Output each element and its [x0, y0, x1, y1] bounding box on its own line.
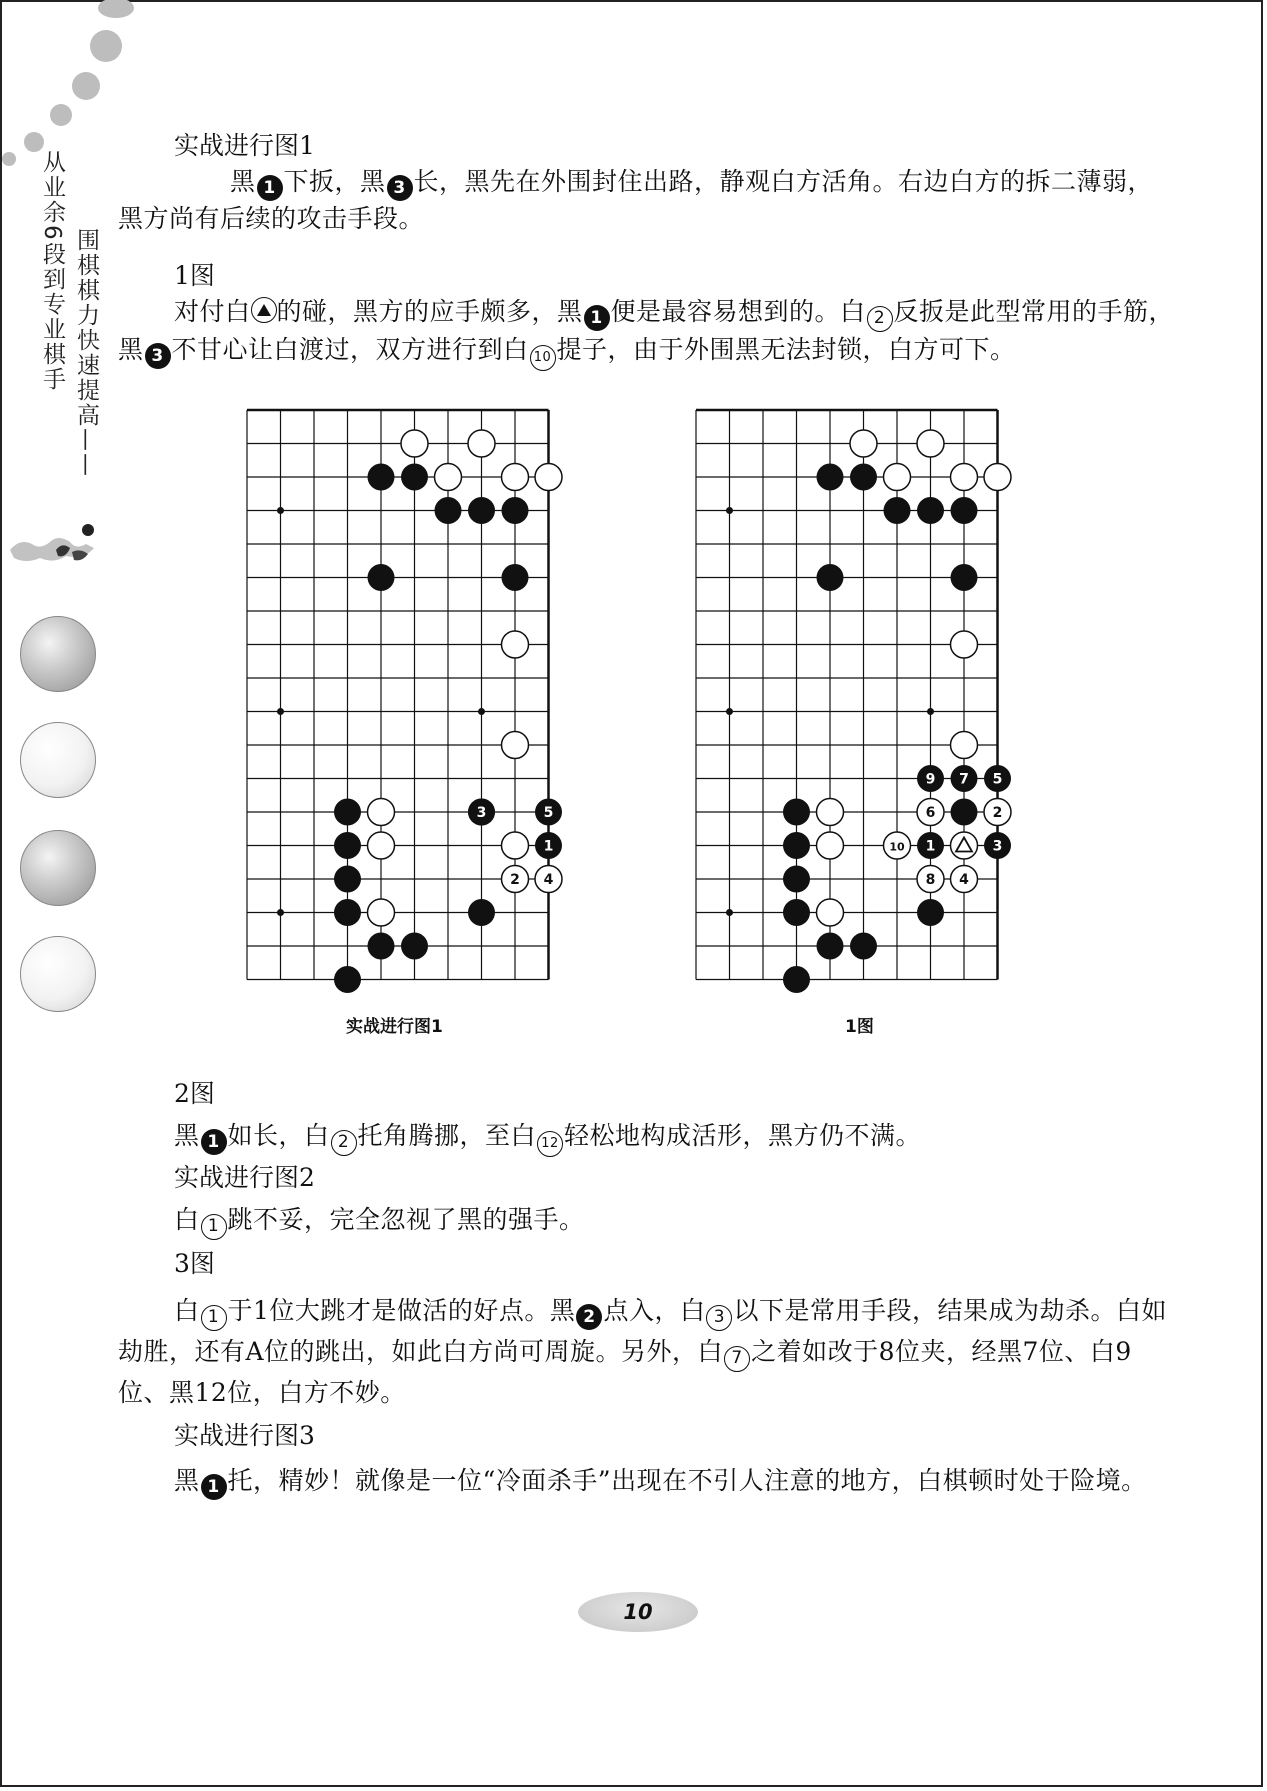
decor-dot — [24, 132, 44, 152]
text: 下扳，黑 — [283, 167, 386, 196]
move-number: 7 — [959, 771, 969, 788]
white-move-marker: 2 — [331, 1130, 357, 1156]
paragraph — [118, 1460, 1178, 1501]
black-stone — [783, 832, 810, 859]
white-stone — [435, 464, 462, 491]
star-point — [277, 909, 284, 916]
text: 提子，由于外围黑无法封锁，白方可下。 — [556, 335, 1016, 364]
text: 不甘心让白渡过，双方进行到白 — [171, 335, 529, 364]
white-move-marker: 1 — [201, 1305, 227, 1331]
decor-dot — [72, 72, 100, 100]
go-diagram-2 — [694, 408, 1034, 998]
text: 白 — [174, 1205, 200, 1234]
decor-dot — [90, 30, 122, 62]
black-stone — [502, 564, 529, 591]
black-stone — [783, 866, 810, 893]
book-title: 从业余6段到专业棋手 — [39, 150, 65, 392]
paragraph — [118, 1202, 1178, 1240]
text: 点入，白 — [603, 1296, 706, 1325]
text: 黑 — [174, 1121, 200, 1150]
decor-stone-white — [20, 722, 96, 798]
black-stone — [850, 933, 877, 960]
white-stone — [951, 631, 978, 658]
white-stone — [502, 464, 529, 491]
move-number: 9 — [925, 771, 936, 788]
white-move-marker: 7 — [724, 1346, 750, 1372]
star-point — [726, 708, 733, 715]
black-stone — [435, 497, 462, 524]
black-stone — [334, 799, 361, 826]
star-point — [478, 708, 485, 715]
black-move-marker: 1 — [257, 175, 283, 201]
black-stone — [368, 464, 395, 491]
move-number: 1 — [925, 838, 936, 855]
black-stone — [817, 933, 844, 960]
move-number: 10 — [889, 840, 905, 854]
star-point — [726, 507, 733, 514]
white-move-marker: 12 — [537, 1131, 563, 1157]
diagram-caption: 实战进行图1 — [346, 1017, 443, 1037]
triangle-marker-icon — [251, 297, 277, 323]
white-stone — [368, 832, 395, 859]
star-point — [277, 507, 284, 514]
black-stone — [917, 497, 944, 524]
black-stone — [334, 866, 361, 893]
text: 跳不妥，完全忽视了黑的强手。 — [227, 1205, 585, 1234]
section-heading: 实战进行图1 — [174, 131, 315, 160]
move-number: 4 — [959, 872, 969, 888]
white-stone — [502, 732, 529, 759]
move-number: 4 — [543, 872, 554, 888]
decor-dot — [2, 152, 16, 166]
black-move-marker: 1 — [584, 305, 610, 331]
text: 便是最容易想到的。白 — [610, 297, 866, 326]
black-stone — [468, 497, 495, 524]
white-move-marker: 2 — [867, 306, 893, 332]
move-number: 1 — [543, 838, 554, 855]
white-stone — [951, 732, 978, 759]
black-stone — [817, 564, 844, 591]
white-stone — [850, 430, 877, 457]
move-number: 2 — [510, 872, 520, 888]
black-stone — [401, 464, 428, 491]
black-stone — [783, 799, 810, 826]
black-move-marker: 3 — [145, 343, 171, 369]
black-move-marker: 3 — [387, 175, 413, 201]
star-point — [726, 909, 733, 916]
black-move-marker: 1 — [201, 1474, 227, 1500]
white-stone — [502, 832, 529, 859]
ink-painting-icon — [6, 520, 98, 572]
white-move-marker: 10 — [530, 345, 556, 371]
black-stone — [884, 497, 911, 524]
section-heading: 2图 — [174, 1079, 215, 1108]
text: 如长，白 — [227, 1121, 330, 1150]
white-stone — [817, 899, 844, 926]
black-stone — [334, 832, 361, 859]
black-stone — [850, 464, 877, 491]
black-stone — [783, 899, 810, 926]
black-stone — [817, 464, 844, 491]
black-stone — [368, 564, 395, 591]
text: 于1位大跳才是做活的好点。黑 — [227, 1296, 576, 1325]
black-stone — [368, 933, 395, 960]
text: 以下是常用手段，结果成为劫杀。白如劫胜，还有A位的跳出，如此白方尚可周旋。另外，白 — [118, 1296, 1167, 1366]
black-move-marker: 1 — [201, 1129, 227, 1155]
move-number: 3 — [476, 805, 487, 821]
section-heading: 3图 — [174, 1249, 215, 1278]
white-stone — [951, 464, 978, 491]
white-stone — [368, 899, 395, 926]
go-diagram-1 — [245, 408, 585, 998]
move-number: 5 — [543, 805, 554, 821]
star-point — [277, 708, 284, 715]
white-stone — [502, 631, 529, 658]
decor-stone-gray — [20, 616, 96, 692]
decor-dot — [50, 104, 72, 126]
white-stone — [917, 430, 944, 457]
black-stone — [468, 899, 495, 926]
text: 白 — [174, 1296, 200, 1325]
white-stone — [468, 430, 495, 457]
text: 之着如改于8位夹，经黑7位、白9位、黑12位，白方不妙。 — [118, 1337, 1132, 1407]
book-subtitle: 围棋棋力快速提高—— — [73, 228, 99, 478]
decor-stone-white — [20, 936, 96, 1012]
paragraph — [118, 1118, 1178, 1157]
text: 黑 — [230, 167, 256, 196]
black-stone — [951, 799, 978, 826]
star-point — [927, 708, 934, 715]
move-number: 2 — [992, 805, 1003, 821]
black-stone — [334, 899, 361, 926]
page-number: 10 — [578, 1592, 698, 1632]
black-stone — [951, 497, 978, 524]
white-stone — [984, 464, 1011, 491]
white-stone — [817, 832, 844, 859]
paragraph — [118, 164, 1178, 237]
black-stone — [917, 899, 944, 926]
paragraph — [118, 1290, 1178, 1413]
decor-stone-gray — [20, 830, 96, 906]
text: 黑 — [174, 1466, 200, 1495]
white-stone — [401, 430, 428, 457]
black-stone — [334, 966, 361, 993]
section-heading: 实战进行图2 — [174, 1163, 315, 1192]
black-stone — [502, 497, 529, 524]
paragraph — [118, 294, 1178, 371]
section-heading: 1图 — [174, 261, 215, 290]
move-number: 6 — [925, 805, 936, 821]
diagram-caption: 1图 — [845, 1017, 874, 1037]
text: 托角腾挪，至白 — [357, 1121, 537, 1150]
white-stone — [884, 464, 911, 491]
text: 反扳是此型常用的手筋，黑 — [118, 297, 1175, 364]
white-move-marker: 1 — [201, 1214, 227, 1240]
white-stone — [817, 799, 844, 826]
black-stone — [401, 933, 428, 960]
text: 的碰，黑方的应手颇多，黑 — [276, 297, 583, 326]
text: 对付白 — [174, 297, 251, 326]
move-number: 5 — [992, 771, 1003, 788]
white-move-marker: 3 — [706, 1305, 732, 1331]
text: 轻松地构成活形，黑方仍不满。 — [564, 1121, 922, 1150]
move-number: 3 — [992, 838, 1003, 855]
black-stone — [951, 564, 978, 591]
white-stone — [535, 464, 562, 491]
black-stone — [783, 966, 810, 993]
section-heading: 实战进行图3 — [174, 1421, 315, 1450]
white-stone — [368, 799, 395, 826]
text: 长，黑先在外围封住出路，静观白方活角。右边白方的拆二薄弱，黑方尚有后续的攻击手段。 — [118, 167, 1154, 233]
black-move-marker: 2 — [576, 1304, 602, 1330]
move-number: 8 — [925, 872, 936, 888]
text: 托，精妙！就像是一位“冷面杀手”出现在不引人注意的地方，白棋顿时处于险境。 — [227, 1466, 1147, 1495]
